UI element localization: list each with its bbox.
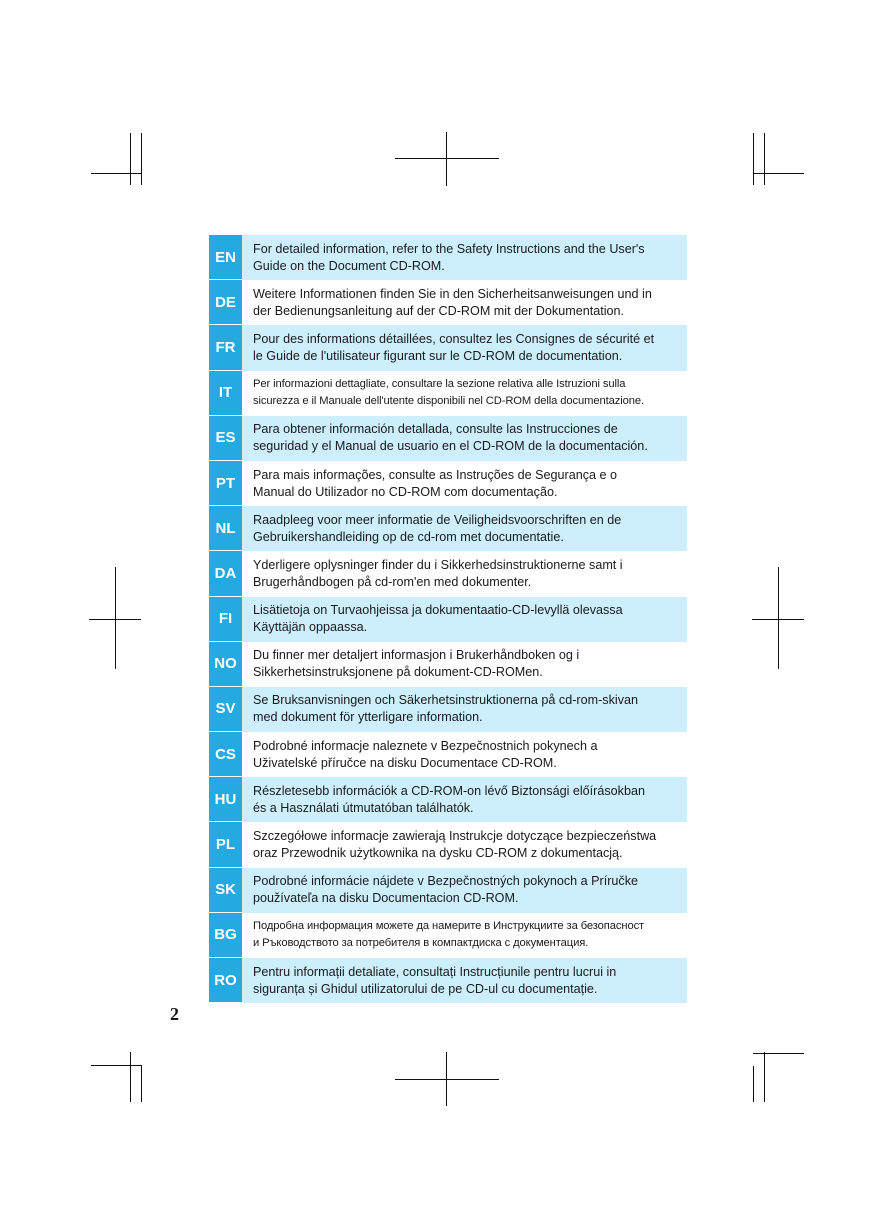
crop-mark [753, 1053, 804, 1054]
language-text-cell [242, 822, 687, 867]
language-text: Yderligere oplysninger finder du i Sikkerhedsinstruktionerne samt i Brugerhåndbogen på cd-rom'en med dokumenter. [253, 557, 623, 589]
language-text-cell [242, 506, 687, 551]
language-code: IT [209, 371, 242, 416]
crop-mark [752, 619, 804, 620]
language-row-sk [209, 868, 687, 913]
language-text-cell [242, 868, 687, 913]
language-row-fr [209, 325, 687, 370]
language-text: Részletesebb információk a CD-ROM-on lévő Biztonsági előírásokban és a Használati útmutatóban találhatók. [253, 783, 645, 815]
language-code: SK [209, 868, 242, 913]
language-code: DE [209, 280, 242, 325]
page-number: 2 [170, 1004, 179, 1024]
language-text: Pentru informații detaliate, consultați Instrucțiunile pentru lucrui in siguranța și Ghidul utilizatorului de pe CD-ul cu documentație. [253, 964, 617, 996]
crop-mark [89, 619, 141, 620]
language-code: FR [209, 325, 242, 370]
language-text-cell [242, 777, 687, 822]
crop-mark [130, 133, 131, 185]
language-code: SV [209, 687, 242, 732]
language-text: Para obtener información detallada, consulte las Instrucciones de seguridad y el Manual de usuario en el CD-ROM de la documentación. [253, 422, 648, 454]
language-text-cell [242, 642, 687, 687]
language-text: Podrobné informacje naleznete v Bezpečnostnich pokynech a Uživatelské příručce na disku Documentace CD-ROM. [253, 738, 598, 770]
crop-mark [764, 133, 765, 185]
language-row-sv [209, 687, 687, 732]
language-row-cs [209, 732, 687, 777]
language-text-cell [242, 325, 687, 370]
language-row-pl [209, 822, 687, 867]
crop-mark [778, 567, 779, 669]
crop-mark [764, 1052, 765, 1102]
crop-mark [446, 132, 447, 186]
language-code: ES [209, 416, 242, 461]
crop-mark [753, 133, 754, 185]
crop-mark [115, 567, 116, 669]
crop-mark [91, 1065, 142, 1066]
language-text-cell [242, 551, 687, 596]
language-table [209, 235, 687, 1003]
language-row-de [209, 280, 687, 325]
language-text: Podrobné informácie nájdete v Bezpečnostných pokynoch a Príručke používateľa na disku Documentacion CD-ROM. [253, 874, 639, 906]
language-row-no [209, 642, 687, 687]
language-row-en [209, 235, 687, 280]
crop-mark [395, 1079, 499, 1080]
language-code: RO [209, 958, 242, 1003]
language-code: PL [209, 822, 242, 867]
language-text: Se Bruksanvisningen och Säkerhetsinstruktionerna på cd-rom-skivan med dokument för ytterligare information. [253, 693, 639, 725]
crop-mark [141, 1066, 142, 1102]
language-text-cell [242, 597, 687, 642]
language-code: EN [209, 235, 242, 280]
language-code: PT [209, 461, 242, 506]
language-row-fi [209, 597, 687, 642]
language-code: HU [209, 777, 242, 822]
crop-mark [753, 1066, 754, 1102]
language-code: CS [209, 732, 242, 777]
language-text: Weitere Informationen finden Sie in den Sicherheitsanweisungen und in der Bedienungsanleitung auf der CD-ROM mit der Dokumentation. [253, 286, 652, 318]
language-text: Raadpleeg voor meer informatie de Veiligheidsvoorschriften en de Gebruikershandleiding op de cd-rom met documentatie. [253, 512, 622, 544]
language-code: FI [209, 597, 242, 642]
language-text-cell [242, 280, 687, 325]
crop-mark [395, 158, 499, 159]
language-text-cell [242, 416, 687, 461]
crop-mark [130, 1052, 131, 1102]
crop-mark [91, 173, 142, 174]
language-text: Du finner mer detaljert informasjon i Brukerhåndboken og i Sikkerhetsinstruksjonene på dokument-CD-ROMen. [253, 648, 580, 680]
language-row-it [209, 371, 687, 416]
language-row-da [209, 551, 687, 596]
crop-mark [141, 133, 142, 185]
language-text-cell [242, 958, 687, 1003]
language-row-hu [209, 777, 687, 822]
language-code: NL [209, 506, 242, 551]
language-code: BG [209, 913, 242, 958]
language-row-pt [209, 461, 687, 506]
language-text: For detailed information, refer to the Safety Instructions and the User's Guide on the Document CD-ROM. [253, 241, 645, 273]
language-code: NO [209, 642, 242, 687]
language-text-cell [242, 235, 687, 280]
language-text-cell [242, 732, 687, 777]
language-code: DA [209, 551, 242, 596]
language-text-cell [242, 461, 687, 506]
language-row-es [209, 416, 687, 461]
language-text: Para mais informações, consulte as Instruções de Segurança e o Manual do Utilizador no CD-ROM com documentação. [253, 467, 618, 499]
language-row-bg [209, 913, 687, 958]
language-text-cell [242, 913, 687, 958]
language-text-cell [242, 371, 687, 416]
language-row-nl [209, 506, 687, 551]
language-text: Szczegółowe informacje zawierają Instrukcje dotyczące bezpieczeństwa oraz Przewodnik użytkownika na dysku CD-ROM z dokumentacją. [253, 829, 657, 861]
language-row-ro [209, 958, 687, 1003]
language-text-cell [242, 687, 687, 732]
language-text: Per informazioni dettagliate, consultare la sezione relativa alle Istruzioni sulla sicurezza e il Manuale dell'utente disponibili nel CD-ROM della documentazione. [253, 378, 644, 408]
crop-mark [753, 173, 804, 174]
language-text: Pour des informations détaillées, consultez les Consignes de sécurité et le Guide de l'utilisateur figurant sur le CD-ROM de documentation. [253, 331, 655, 363]
language-text: Lisätietoja on Turvaohjeissa ja dokumentaatio-CD-levyllä olevassa Käyttäjän oppaassa. [253, 603, 623, 635]
language-text: Подробна информация можете да намерите в Инструкциите за безопасност и Ръководството за потребителя в компактдиска с документация. [253, 920, 645, 950]
